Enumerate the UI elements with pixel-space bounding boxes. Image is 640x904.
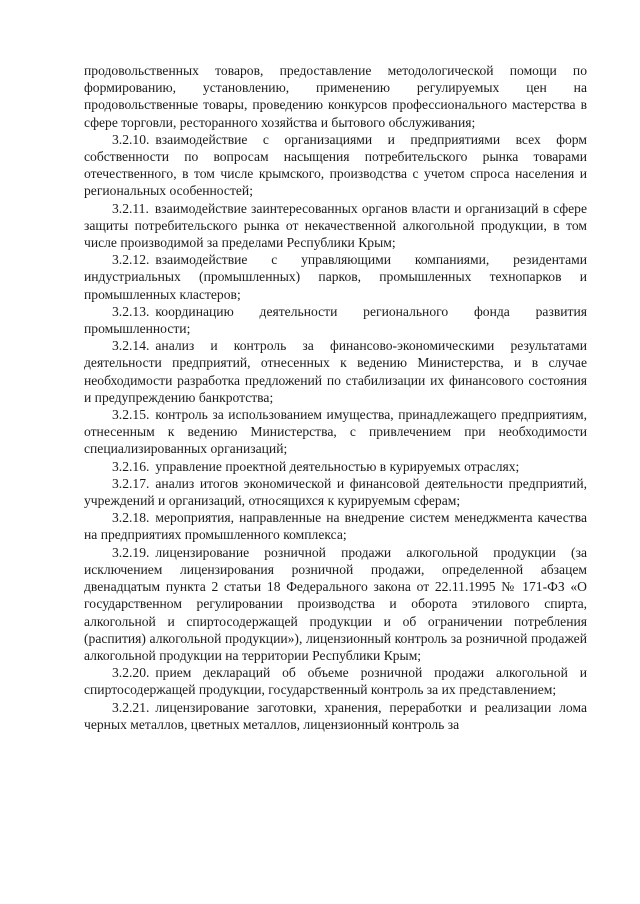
intro-paragraph: продовольственных товаров, предоставление методологической помощи по формированию, установлению, применению регулируемых цен на продовольственные товары, проведению конкурсов профессионального мастерства в сфере торговли, ресторанного хозяйства и бытового обслуживания;: [84, 63, 587, 130]
item-text: прием деклараций об объеме розничной продажи алкогольной и спиртосодержащей продукции, государственный контроль за их представлением;: [84, 665, 587, 698]
item-number: 3.2.16.: [112, 458, 150, 474]
item-number: 3.2.15.: [112, 407, 150, 423]
item-text: взаимодействие с управляющими компаниями, резидентами индустриальных (промышленных) парков, промышленных технопарков и промышленных кластеров;: [84, 252, 587, 302]
list-item: [84, 337, 587, 406]
list-item: [84, 458, 587, 475]
item-number: 3.2.13.: [112, 303, 150, 319]
list-item: [84, 251, 587, 303]
item-text: контроль за использованием имущества, принадлежащего предприятиям, отнесенным к ведению Министерства, с привлечением при необходимости специализированных организаций;: [84, 407, 587, 457]
item-number: 3.2.18.: [112, 510, 150, 526]
list-item: [84, 406, 587, 458]
item-text: лицензирование розничной продажи алкогольной продукции (за исключением лицензирования розничной продажи, определенной абзацем двенадцатым пункта 2 статьи 18 Федерального закона от 22.11.1995 № 171-ФЗ «О государственном регулировании производства и оборота этилового спирта, алкогольной и спиртосодержащей продукции и об ограничении потребления (распития) алкогольной продукции»), лицензионный контроль за розничной продажей алкогольной продукции на территории Республики Крым;: [84, 544, 587, 663]
item-number: 3.2.17.: [112, 475, 150, 491]
item-number: 3.2.10.: [112, 131, 150, 147]
item-text: взаимодействие заинтересованных органов власти и организаций в сфере защиты потребительского рынка от некачественной алкогольной продукции, в том числе производимой за пределами Республики Крым;: [84, 200, 587, 251]
item-number: 3.2.20.: [112, 665, 150, 681]
list-item: [84, 699, 587, 733]
list-item: [84, 200, 587, 252]
list-item: [84, 303, 587, 337]
item-text: анализ итогов экономической и финансовой деятельности предприятий, учреждений и организаций, относящихся к курируемым сферам;: [84, 475, 587, 509]
item-text: управление проектной деятельностью в курируемых отраслях;: [155, 458, 520, 474]
item-number: 3.2.12.: [112, 252, 150, 268]
item-number: 3.2.19.: [112, 544, 150, 560]
list-item: [84, 664, 587, 698]
item-number: 3.2.14.: [112, 338, 150, 354]
document-page: [84, 62, 587, 733]
item-text: мероприятия, направленные на внедрение систем менеджмента качества на предприятиях промышленного комплекса;: [84, 510, 587, 543]
item-number: 3.2.11.: [112, 200, 149, 216]
item-text: лицензирование заготовки, хранения, переработки и реализации лома черных металлов, цветных металлов, лицензионный контроль за: [84, 699, 587, 732]
item-text: взаимодействие с организациями и предприятиями всех форм собственности по вопросам насыщения потребительского рынка товарами отечественного, в том числе крымского, производства с учетом спроса населения и региональных особенностей;: [84, 131, 587, 199]
list-item: [84, 544, 587, 664]
list-item: [84, 475, 587, 509]
item-text: анализ и контроль за финансово-экономическими результатами деятельности предприятий, отнесенных к ведению Министерства, и в случае необходимости разработка предложений по стабилизации их финансового состояния и предупреждению банкротства;: [84, 338, 587, 405]
item-text: координацию деятельности регионального фонда развития промышленности;: [84, 303, 587, 337]
item-number: 3.2.21.: [112, 699, 150, 715]
list-item: [84, 131, 587, 200]
list-item: [84, 509, 587, 543]
